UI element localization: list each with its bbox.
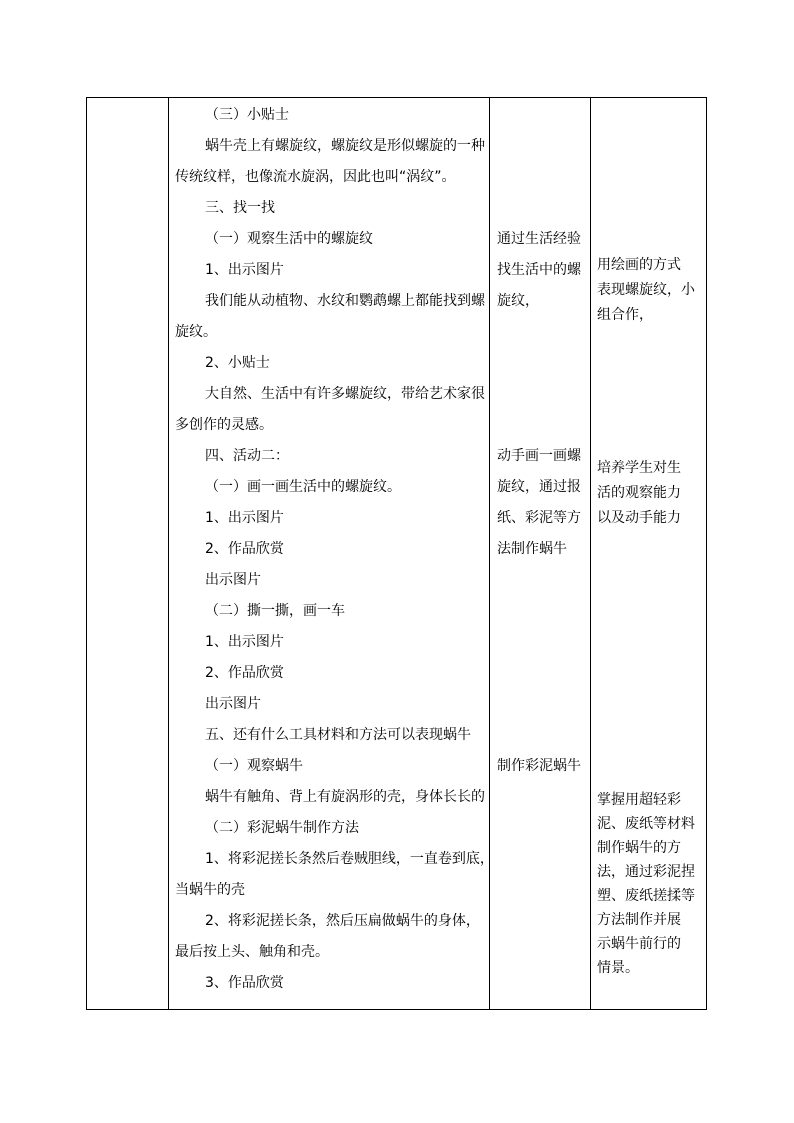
content-line: 3、作品欣赏 (205, 975, 284, 991)
intent-line: 示蜗牛前行的 (597, 936, 681, 952)
intent-line: 用绘画的方式 (597, 257, 681, 273)
content-line: 多创作的灵感。 (175, 417, 273, 433)
content-line: 2、将彩泥搓长条，然后压扁做蜗牛的身体， (205, 913, 480, 929)
content-line: 1、出示图片 (205, 510, 284, 526)
content-line: 当蜗牛的壳 (175, 882, 245, 898)
content-line: 我们能从动植物、水纹和鹦鹉螺上都能找到螺 (205, 293, 485, 309)
content-line: 旋纹。 (175, 324, 217, 340)
intent-line: 掌握用超轻彩 (597, 792, 681, 808)
student-line: 制作彩泥蜗牛 (497, 758, 581, 774)
content-line: （一）观察蜗牛 (205, 758, 303, 774)
column-divider (489, 98, 490, 1009)
content-line: 大自然、生活中有许多螺旋纹，带给艺术家很 (205, 386, 485, 402)
intent-line: 培养学生对生 (597, 460, 681, 476)
content-line: （二）彩泥蜗牛制作方法 (205, 820, 359, 836)
content-line: 蜗牛壳上有螺旋纹，螺旋纹是形似螺旋的一种 (205, 138, 485, 154)
column-divider (168, 98, 169, 1009)
content-line: 蜗牛有触角、背上有旋涡形的壳，身体长长的 (205, 789, 485, 805)
content-line: 三、找一找 (205, 200, 275, 216)
content-line: 出示图片 (205, 572, 261, 588)
intent-line: 法，通过彩泥捏 (597, 864, 695, 880)
content-line: 1、出示图片 (205, 634, 284, 650)
content-line: 1、将彩泥搓长条然后卷贼胆线，一直卷到底， (205, 851, 494, 867)
content-line: 四、活动二： (205, 448, 289, 464)
student-line: 找生活中的螺 (497, 262, 581, 278)
intent-line: 方法制作并展 (597, 912, 681, 928)
student-line: 旋纹，通过报 (497, 479, 581, 495)
content-line: （三）小贴士 (205, 107, 289, 123)
student-line: 通过生活经验 (497, 231, 581, 247)
intent-line: 泥、废纸等材料 (597, 816, 695, 832)
content-line: 五、还有什么工具材料和方法可以表现蜗牛 (205, 727, 471, 743)
content-line: （二）撕一撕，画一车 (205, 603, 345, 619)
intent-line: 表现螺旋纹，小 (597, 282, 695, 298)
intent-line: 活的观察能力 (597, 485, 681, 501)
intent-line: 塑、废纸搓揉等 (597, 888, 695, 904)
intent-line: 组合作， (597, 307, 653, 323)
student-line: 旋纹， (497, 293, 539, 309)
student-line: 纸、彩泥等方 (497, 510, 581, 526)
content-line: 2、作品欣赏 (205, 541, 284, 557)
content-line: （一）画一画生活中的螺旋纹。 (205, 479, 401, 495)
content-line: 最后按上头、触角和壳。 (175, 944, 329, 960)
intent-line: 制作蜗牛的方 (597, 840, 681, 856)
content-line: 出示图片 (205, 696, 261, 712)
column-divider (590, 98, 591, 1009)
content-line: （一）观察生活中的螺旋纹 (205, 231, 373, 247)
student-line: 法制作蜗牛 (497, 541, 567, 557)
intent-line: 以及动手能力 (597, 510, 681, 526)
content-line: 1、出示图片 (205, 262, 284, 278)
content-line: 2、作品欣赏 (205, 665, 284, 681)
intent-line: 情景。 (597, 960, 639, 976)
content-line: 2、小贴士 (205, 355, 270, 371)
lesson-table (86, 97, 707, 1010)
student-line: 动手画一画螺 (497, 448, 581, 464)
content-line: 传统纹样，也像流水旋涡，因此也叫“涡纹”。 (175, 169, 456, 185)
